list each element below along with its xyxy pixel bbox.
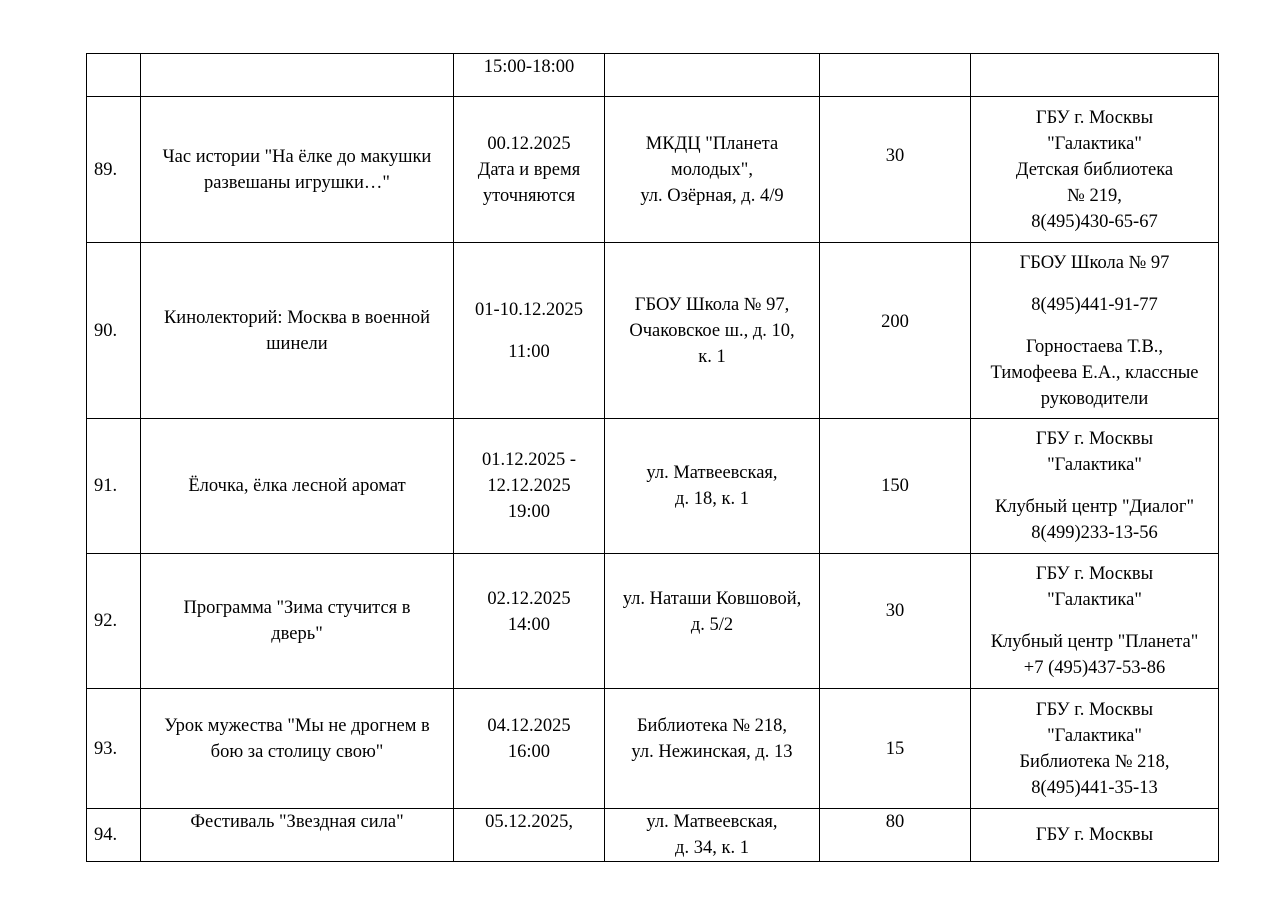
organizer-line: 8(495)441-35-13	[1031, 777, 1158, 798]
date-line: 02.12.2025	[487, 589, 571, 609]
participants-count-cell	[820, 419, 971, 554]
organizer-line: 8(495)441-91-77	[1031, 294, 1158, 315]
date-line: 16:00	[507, 742, 551, 762]
participants-count: 30	[885, 601, 905, 621]
place-line: Очаковское ш., д. 10,	[629, 320, 795, 341]
date-line: 04.12.2025	[487, 716, 571, 736]
row-number-cell	[87, 554, 141, 689]
place-line: МКДЦ "Планета	[645, 133, 779, 154]
row-number: 94.	[94, 825, 118, 845]
participants-count: 30	[885, 146, 905, 166]
participants-count: 200	[881, 312, 909, 332]
event-place-cell	[605, 689, 820, 809]
date-line: 01.12.2025 -	[481, 450, 577, 470]
organizer-cell	[971, 554, 1219, 689]
organizer-line: ГБОУ Школа № 97	[1019, 252, 1170, 273]
date-line: уточняются	[482, 185, 576, 206]
organizer-line: № 219,	[1067, 185, 1122, 206]
place-line: ул. Наташи Ковшовой,	[622, 589, 802, 609]
organizer-line: ГБУ г. Москвы	[1035, 429, 1154, 449]
table-row	[87, 809, 1219, 862]
place-line: ул. Матвеевская,	[646, 463, 778, 483]
event-date-cell	[454, 97, 605, 243]
place-line: д. 34, к. 1	[675, 838, 749, 858]
table-row	[87, 419, 1219, 554]
event-title-cell	[141, 809, 454, 862]
title-line: Кинолекторий: Москва в военной	[163, 307, 431, 328]
participants-count-cell	[820, 54, 971, 97]
row-number: 91.	[94, 476, 118, 496]
participants-count: 15	[885, 738, 905, 759]
organizer-line: ГБУ г. Москвы	[1035, 825, 1154, 845]
place-line: ул. Матвеевская,	[646, 812, 778, 832]
event-title-cell	[141, 689, 454, 809]
organizer-cell	[971, 419, 1219, 554]
place-line: молодых",	[671, 159, 753, 180]
participants-count-cell	[820, 689, 971, 809]
participants-count-cell	[820, 809, 971, 862]
event-place-cell	[605, 554, 820, 689]
event-date-cell	[454, 419, 605, 554]
organizer-line: Горностаева Т.В.,	[1025, 336, 1164, 357]
organizer-line: "Галактика"	[1047, 455, 1142, 475]
title-line: шинели	[266, 333, 328, 354]
organizer-line: 8(495)430-65-67	[1031, 211, 1158, 232]
event-date-cell	[454, 243, 605, 419]
date-line: 19:00	[507, 502, 551, 522]
events-table	[86, 53, 1219, 862]
row-number-cell	[87, 243, 141, 419]
place-line: Библиотека № 218,	[636, 716, 788, 736]
date-line: 01-10.12.2025	[475, 299, 583, 320]
event-place-cell	[605, 419, 820, 554]
title-line: бою за столицу свою"	[210, 742, 384, 762]
event-date-cell	[454, 554, 605, 689]
date-line: 11:00	[508, 341, 550, 362]
organizer-cell	[971, 243, 1219, 419]
participants-count-cell	[820, 554, 971, 689]
organizer-line: "Галактика"	[1047, 725, 1142, 746]
organizer-cell	[971, 54, 1219, 97]
event-place-cell	[605, 243, 820, 419]
event-date-cell	[454, 54, 605, 97]
title-line: развешаны игрушки…"	[204, 172, 390, 193]
table-row	[87, 97, 1219, 243]
organizer-line: руководители	[1040, 388, 1149, 409]
title-line: Урок мужества "Мы не дрогнем в	[164, 716, 430, 736]
row-number: 89.	[94, 159, 118, 180]
row-number-cell	[87, 419, 141, 554]
date-line: 15:00-18:00	[483, 57, 575, 77]
participants-count: 80	[885, 812, 905, 832]
organizer-cell	[971, 97, 1219, 243]
organizer-line: 8(499)233-13-56	[1031, 523, 1158, 543]
event-title-cell	[141, 419, 454, 554]
event-title-cell	[141, 97, 454, 243]
organizer-line: Клубный центр "Планета"	[990, 632, 1199, 652]
organizer-cell	[971, 689, 1219, 809]
place-line: ГБОУ Школа № 97,	[634, 294, 790, 315]
title-line: Программа "Зима стучится в	[183, 598, 411, 618]
table-row	[87, 243, 1219, 419]
participants-count-cell	[820, 243, 971, 419]
table-row	[87, 554, 1219, 689]
row-number-cell	[87, 809, 141, 862]
date-line: 00.12.2025	[487, 133, 571, 154]
event-date-cell	[454, 689, 605, 809]
place-line: д. 5/2	[690, 615, 734, 635]
organizer-line: "Галактика"	[1047, 133, 1142, 154]
title-line: дверь"	[271, 624, 323, 644]
title-line: Фестиваль "Звездная сила"	[190, 812, 404, 832]
organizer-line: ГБУ г. Москвы	[1035, 107, 1154, 128]
date-line: 12.12.2025	[487, 476, 571, 496]
organizer-line: +7 (495)437-53-86	[1023, 658, 1166, 678]
row-number: 92.	[94, 611, 118, 631]
organizer-line: Клубный центр "Диалог"	[994, 497, 1195, 517]
event-title-cell	[141, 54, 454, 97]
participants-count: 150	[881, 476, 909, 496]
table-row	[87, 54, 1219, 97]
place-line: ул. Нежинская, д. 13	[631, 742, 793, 762]
organizer-line: Библиотека № 218,	[1019, 751, 1170, 772]
row-number-cell	[87, 97, 141, 243]
date-line: 05.12.2025,	[485, 812, 573, 832]
organizer-cell	[971, 809, 1219, 862]
place-line: д. 18, к. 1	[675, 489, 749, 509]
row-number: 93.	[94, 738, 118, 759]
row-number: 90.	[94, 320, 118, 341]
organizer-line: Детская библиотека	[1015, 159, 1174, 180]
event-place-cell	[605, 809, 820, 862]
organizer-line: ГБУ г. Москвы	[1035, 564, 1154, 584]
place-line: к. 1	[698, 346, 726, 367]
participants-count-cell	[820, 97, 971, 243]
organizer-line: "Галактика"	[1047, 590, 1142, 610]
place-line: ул. Озёрная, д. 4/9	[640, 185, 784, 206]
event-place-cell	[605, 54, 820, 97]
event-title-cell	[141, 243, 454, 419]
organizer-line: ГБУ г. Москвы	[1035, 699, 1154, 720]
event-title-cell	[141, 554, 454, 689]
title-line: Ёлочка, ёлка лесной аромат	[188, 476, 406, 496]
date-line: Дата и время	[477, 159, 581, 180]
date-line: 14:00	[507, 615, 551, 635]
organizer-line: Тимофеева Е.А., классные	[990, 362, 1199, 383]
row-number-cell	[87, 689, 141, 809]
event-date-cell	[454, 809, 605, 862]
title-line: Час истории "На ёлке до макушки	[162, 146, 432, 167]
event-place-cell	[605, 97, 820, 243]
table-row	[87, 689, 1219, 809]
row-number-cell	[87, 54, 141, 97]
